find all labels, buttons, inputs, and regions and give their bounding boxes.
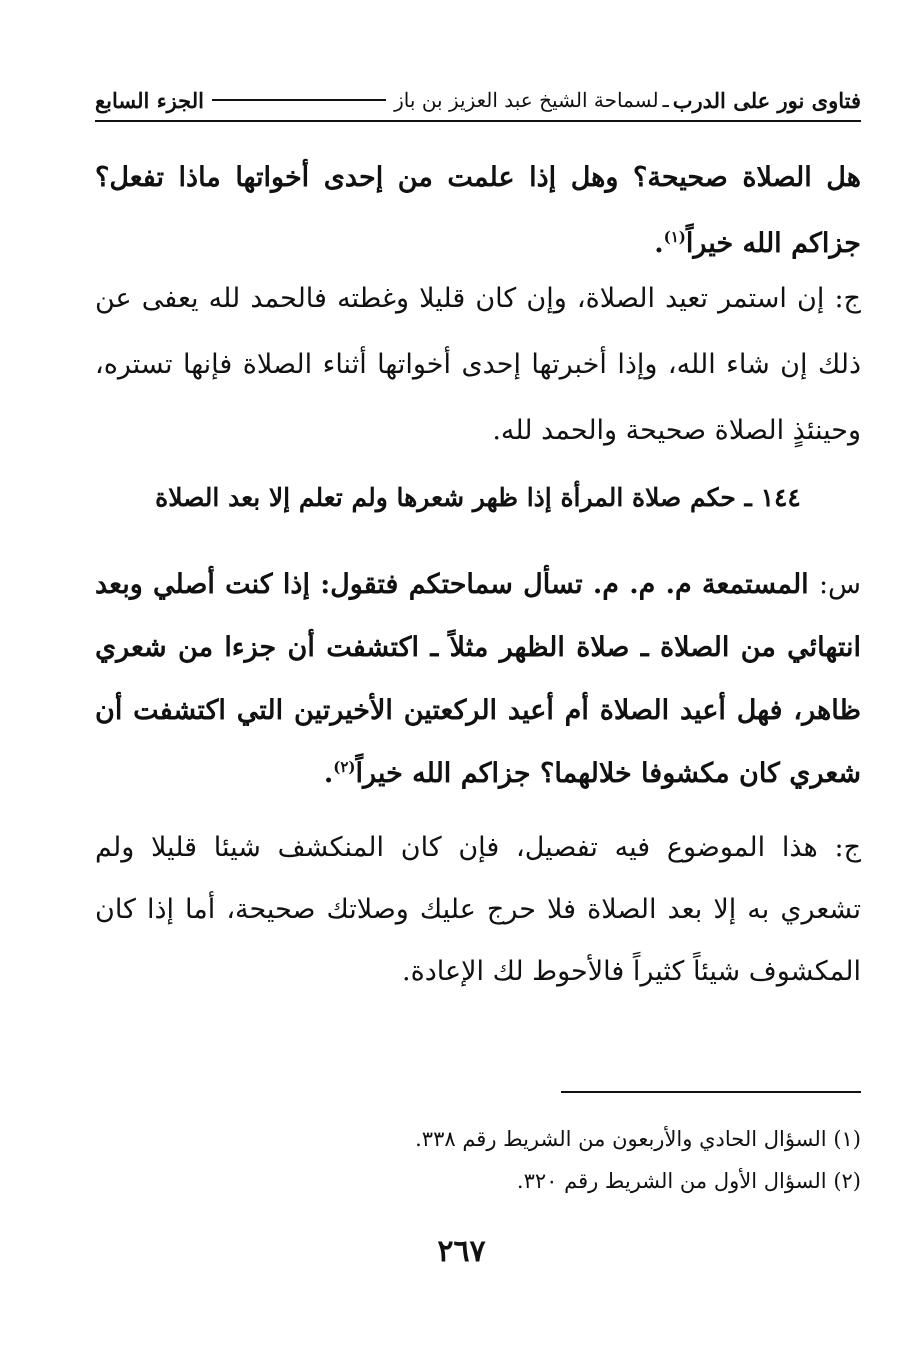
footnote-2: (٢) السؤال الأول من الشريط رقم ٣٢٠. [516,1169,861,1193]
footnotes [95,1118,861,1202]
page-number: ٢٦٧ [437,1234,486,1269]
answer-143 [95,266,861,464]
question-144-period: . [323,758,334,789]
header-separator: ـ [662,88,669,112]
answer-144 [95,817,861,1003]
header-divider [95,120,861,122]
question-143-end [95,145,861,277]
footnote-divider [561,1091,861,1093]
question-marker: س: [818,569,861,600]
footnote-ref-1: (١) [663,228,686,246]
part-label: الجزء السابع [95,87,204,113]
answer-marker: ج: [834,283,861,314]
author-name: لسماحة الشيخ عبد العزيز بن باز [394,88,659,112]
answer-144-text: هذا الموضوع فيه تفصيل، فإن كان المنكشف شيئا قليلا ولم تشعري به إلا بعد الصلاة فلا حرج عليك وصلاتك صحيحة، أما إذا كان المكشوف شيئاً كثيراً فالأحوط لك الإعادة. [95,832,861,987]
section-heading-144: ١٤٤ ـ حكم صلاة المرأة إذا ظهر شعرها ولم تعلم إلا بعد الصلاة [155,483,801,512]
footnote-ref-2: (٢) [333,758,356,776]
answer-143-text: إن استمر تعيد الصلاة، وإن كان قليلا وغطته فالحمد لله يعفى عن ذلك إن شاء الله، وإذا أخبرتها إحدى أخواتها أثناء الصلاة فإنها تستره، وحينئذٍ الصلاة صحيحة والحمد لله. [95,283,861,446]
question-143-period: . [654,228,664,259]
running-header [95,82,861,118]
question-143-text: هل الصلاة صحيحة؟ وهل إذا علمت من إحدى أخواتها ماذا تفعل؟ جزاكم الله خيراً [95,162,861,259]
answer-marker: ج: [834,832,861,863]
header-dash-rule [212,99,386,101]
question-144-text: المستمعة م. م. م. تسأل سماحتكم فتقول: إذا كنت أصلي وبعد انتهائي من الصلاة ـ صلاة الظهر مثلاً ـ اكتشفت أن جزءا من شعري ظاهر، فهل أعيد الصلاة أم أعيد الركعتين الأخيرتين التي اكتشفت أن شعري كان مكشوفا خلالهما؟ جزاكم الله خيراً [95,569,861,789]
question-144 [95,553,861,805]
book-title: فتاوى نور على الدرب [672,87,861,113]
footnote-1: (١) السؤال الحادي والأربعون من الشريط رقم ٣٣٨. [415,1127,861,1151]
